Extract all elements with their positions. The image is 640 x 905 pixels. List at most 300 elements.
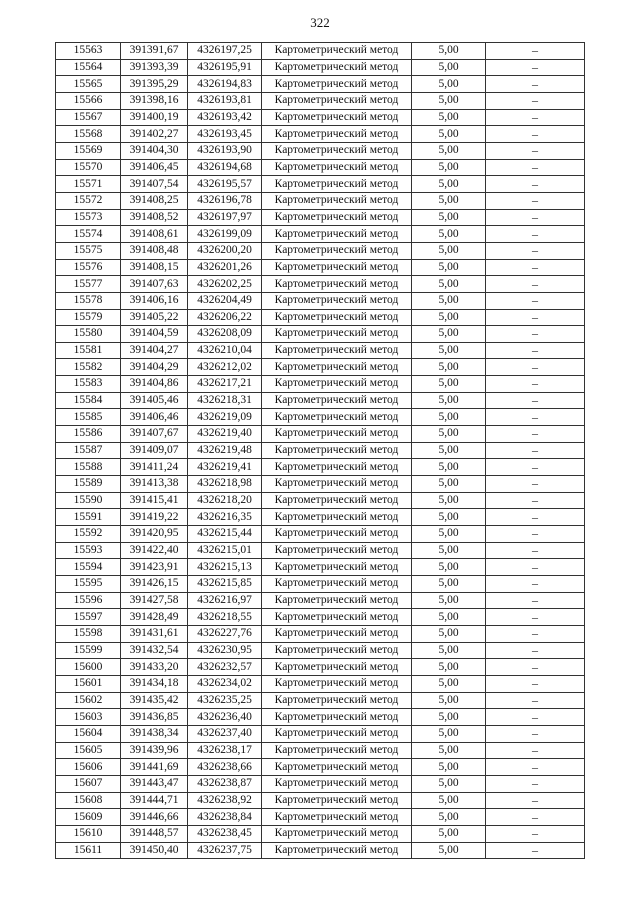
x-coordinate-cell: 391408,15	[121, 259, 188, 276]
method-cell: Картометрический метод	[262, 542, 412, 559]
method-cell: Картометрический метод	[262, 792, 412, 809]
table-row	[56, 775, 585, 792]
method-cell: Картометрический метод	[262, 659, 412, 676]
point-id-cell: 15566	[56, 92, 121, 109]
method-cell: Картометрический метод	[262, 842, 412, 859]
table-row	[56, 209, 585, 226]
y-coordinate-cell: 4326193,42	[188, 109, 262, 126]
method-cell: Картометрический метод	[262, 526, 412, 543]
point-id-cell: 15590	[56, 492, 121, 509]
point-id-cell: 15606	[56, 759, 121, 776]
y-coordinate-cell: 4326218,98	[188, 476, 262, 493]
accuracy-cell: 5,00	[412, 76, 486, 93]
x-coordinate-cell: 391426,15	[121, 576, 188, 593]
accuracy-cell: 5,00	[412, 759, 486, 776]
point-id-cell: 15582	[56, 359, 121, 376]
accuracy-cell: 5,00	[412, 692, 486, 709]
point-id-cell: 15594	[56, 559, 121, 576]
method-cell: Картометрический метод	[262, 76, 412, 93]
method-cell: Картометрический метод	[262, 376, 412, 393]
dash-cell: –	[486, 609, 585, 626]
method-cell: Картометрический метод	[262, 476, 412, 493]
method-cell: Картометрический метод	[262, 142, 412, 159]
dash-cell: –	[486, 326, 585, 343]
dash-cell: –	[486, 426, 585, 443]
dash-cell: –	[486, 809, 585, 826]
table-row	[56, 692, 585, 709]
y-coordinate-cell: 4326199,09	[188, 226, 262, 243]
accuracy-cell: 5,00	[412, 709, 486, 726]
y-coordinate-cell: 4326208,09	[188, 326, 262, 343]
x-coordinate-cell: 391431,61	[121, 625, 188, 642]
dash-cell: –	[486, 725, 585, 742]
table-row	[56, 292, 585, 309]
method-cell: Картометрический метод	[262, 459, 412, 476]
point-id-cell: 15592	[56, 526, 121, 543]
point-id-cell: 15588	[56, 459, 121, 476]
table-row	[56, 242, 585, 259]
accuracy-cell: 5,00	[412, 825, 486, 842]
y-coordinate-cell: 4326212,02	[188, 359, 262, 376]
y-coordinate-cell: 4326200,20	[188, 242, 262, 259]
table-row	[56, 825, 585, 842]
y-coordinate-cell: 4326230,95	[188, 642, 262, 659]
accuracy-cell: 5,00	[412, 59, 486, 76]
accuracy-cell: 5,00	[412, 109, 486, 126]
table-row	[56, 342, 585, 359]
method-cell: Картометрический метод	[262, 642, 412, 659]
y-coordinate-cell: 4326215,44	[188, 526, 262, 543]
y-coordinate-cell: 4326193,81	[188, 92, 262, 109]
y-coordinate-cell: 4326194,83	[188, 76, 262, 93]
point-id-cell: 15571	[56, 176, 121, 193]
x-coordinate-cell: 391419,22	[121, 509, 188, 526]
point-id-cell: 15595	[56, 576, 121, 593]
accuracy-cell: 5,00	[412, 176, 486, 193]
table-row	[56, 409, 585, 426]
dash-cell: –	[486, 842, 585, 859]
y-coordinate-cell: 4326195,57	[188, 176, 262, 193]
point-id-cell: 15578	[56, 292, 121, 309]
dash-cell: –	[486, 276, 585, 293]
accuracy-cell: 5,00	[412, 492, 486, 509]
dash-cell: –	[486, 226, 585, 243]
y-coordinate-cell: 4326235,25	[188, 692, 262, 709]
x-coordinate-cell: 391407,67	[121, 426, 188, 443]
table-row	[56, 576, 585, 593]
x-coordinate-cell: 391404,27	[121, 342, 188, 359]
y-coordinate-cell: 4326232,57	[188, 659, 262, 676]
y-coordinate-cell: 4326238,45	[188, 825, 262, 842]
point-id-cell: 15586	[56, 426, 121, 443]
method-cell: Картометрический метод	[262, 92, 412, 109]
point-id-cell: 15580	[56, 326, 121, 343]
point-id-cell: 15570	[56, 159, 121, 176]
dash-cell: –	[486, 92, 585, 109]
y-coordinate-cell: 4326201,26	[188, 259, 262, 276]
y-coordinate-cell: 4326227,76	[188, 625, 262, 642]
method-cell: Картометрический метод	[262, 725, 412, 742]
table-row	[56, 276, 585, 293]
method-cell: Картометрический метод	[262, 775, 412, 792]
point-id-cell: 15603	[56, 709, 121, 726]
y-coordinate-cell: 4326236,40	[188, 709, 262, 726]
table-row	[56, 326, 585, 343]
dash-cell: –	[486, 625, 585, 642]
method-cell: Картометрический метод	[262, 226, 412, 243]
x-coordinate-cell: 391398,16	[121, 92, 188, 109]
point-id-cell: 15572	[56, 192, 121, 209]
x-coordinate-cell: 391450,40	[121, 842, 188, 859]
method-cell: Картометрический метод	[262, 742, 412, 759]
accuracy-cell: 5,00	[412, 442, 486, 459]
page-number: 322	[310, 15, 330, 30]
point-id-cell: 15574	[56, 226, 121, 243]
dash-cell: –	[486, 759, 585, 776]
x-coordinate-cell: 391436,85	[121, 709, 188, 726]
x-coordinate-cell: 391446,66	[121, 809, 188, 826]
point-id-cell: 15597	[56, 609, 121, 626]
y-coordinate-cell: 4326217,21	[188, 376, 262, 393]
method-cell: Картометрический метод	[262, 342, 412, 359]
x-coordinate-cell: 391406,46	[121, 409, 188, 426]
dash-cell: –	[486, 775, 585, 792]
method-cell: Картометрический метод	[262, 292, 412, 309]
method-cell: Картометрический метод	[262, 242, 412, 259]
y-coordinate-cell: 4326202,25	[188, 276, 262, 293]
dash-cell: –	[486, 576, 585, 593]
x-coordinate-cell: 391435,42	[121, 692, 188, 709]
point-id-cell: 15611	[56, 842, 121, 859]
accuracy-cell: 5,00	[412, 592, 486, 609]
y-coordinate-cell: 4326216,35	[188, 509, 262, 526]
accuracy-cell: 5,00	[412, 409, 486, 426]
dash-cell: –	[486, 526, 585, 543]
method-cell: Картометрический метод	[262, 609, 412, 626]
table-row	[56, 126, 585, 143]
method-cell: Картометрический метод	[262, 409, 412, 426]
dash-cell: –	[486, 825, 585, 842]
point-id-cell: 15604	[56, 725, 121, 742]
table-row	[56, 392, 585, 409]
dash-cell: –	[486, 542, 585, 559]
point-id-cell: 15567	[56, 109, 121, 126]
accuracy-cell: 5,00	[412, 359, 486, 376]
y-coordinate-cell: 4326196,78	[188, 192, 262, 209]
dash-cell: –	[486, 376, 585, 393]
method-cell: Картометрический метод	[262, 576, 412, 593]
y-coordinate-cell: 4326215,85	[188, 576, 262, 593]
point-id-cell: 15579	[56, 309, 121, 326]
dash-cell: –	[486, 109, 585, 126]
x-coordinate-cell: 391393,39	[121, 59, 188, 76]
accuracy-cell: 5,00	[412, 559, 486, 576]
x-coordinate-cell: 391443,47	[121, 775, 188, 792]
point-id-cell: 15564	[56, 59, 121, 76]
y-coordinate-cell: 4326219,48	[188, 442, 262, 459]
accuracy-cell: 5,00	[412, 526, 486, 543]
table-row	[56, 76, 585, 93]
y-coordinate-cell: 4326206,22	[188, 309, 262, 326]
accuracy-cell: 5,00	[412, 92, 486, 109]
table-row	[56, 92, 585, 109]
accuracy-cell: 5,00	[412, 209, 486, 226]
dash-cell: –	[486, 392, 585, 409]
point-id-cell: 15568	[56, 126, 121, 143]
method-cell: Картометрический метод	[262, 759, 412, 776]
method-cell: Картометрический метод	[262, 825, 412, 842]
method-cell: Картометрический метод	[262, 625, 412, 642]
table-row	[56, 476, 585, 493]
point-id-cell: 15565	[56, 76, 121, 93]
dash-cell: –	[486, 592, 585, 609]
dash-cell: –	[486, 559, 585, 576]
point-id-cell: 15576	[56, 259, 121, 276]
accuracy-cell: 5,00	[412, 625, 486, 642]
x-coordinate-cell: 391439,96	[121, 742, 188, 759]
dash-cell: –	[486, 742, 585, 759]
table-row	[56, 259, 585, 276]
method-cell: Картометрический метод	[262, 276, 412, 293]
x-coordinate-cell: 391434,18	[121, 675, 188, 692]
y-coordinate-cell: 4326215,01	[188, 542, 262, 559]
coordinates-table	[55, 42, 585, 859]
x-coordinate-cell: 391405,46	[121, 392, 188, 409]
point-id-cell: 15596	[56, 592, 121, 609]
method-cell: Картометрический метод	[262, 192, 412, 209]
point-id-cell: 15581	[56, 342, 121, 359]
y-coordinate-cell: 4326238,66	[188, 759, 262, 776]
dash-cell: –	[486, 342, 585, 359]
x-coordinate-cell: 391433,20	[121, 659, 188, 676]
accuracy-cell: 5,00	[412, 192, 486, 209]
dash-cell: –	[486, 292, 585, 309]
point-id-cell: 15602	[56, 692, 121, 709]
method-cell: Картометрический метод	[262, 492, 412, 509]
x-coordinate-cell: 391408,52	[121, 209, 188, 226]
method-cell: Картометрический метод	[262, 392, 412, 409]
x-coordinate-cell: 391422,40	[121, 542, 188, 559]
accuracy-cell: 5,00	[412, 459, 486, 476]
table-row	[56, 59, 585, 76]
x-coordinate-cell: 391432,54	[121, 642, 188, 659]
x-coordinate-cell: 391411,24	[121, 459, 188, 476]
method-cell: Картометрический метод	[262, 675, 412, 692]
x-coordinate-cell: 391391,67	[121, 43, 188, 60]
x-coordinate-cell: 391408,48	[121, 242, 188, 259]
point-id-cell: 15599	[56, 642, 121, 659]
table-row	[56, 842, 585, 859]
point-id-cell: 15601	[56, 675, 121, 692]
method-cell: Картометрический метод	[262, 709, 412, 726]
point-id-cell: 15585	[56, 409, 121, 426]
accuracy-cell: 5,00	[412, 426, 486, 443]
dash-cell: –	[486, 43, 585, 60]
dash-cell: –	[486, 176, 585, 193]
accuracy-cell: 5,00	[412, 43, 486, 60]
point-id-cell: 15575	[56, 242, 121, 259]
point-id-cell: 15573	[56, 209, 121, 226]
point-id-cell: 15569	[56, 142, 121, 159]
y-coordinate-cell: 4326216,97	[188, 592, 262, 609]
x-coordinate-cell: 391413,38	[121, 476, 188, 493]
x-coordinate-cell: 391407,63	[121, 276, 188, 293]
point-id-cell: 15587	[56, 442, 121, 459]
y-coordinate-cell: 4326219,09	[188, 409, 262, 426]
accuracy-cell: 5,00	[412, 576, 486, 593]
table-row	[56, 376, 585, 393]
accuracy-cell: 5,00	[412, 276, 486, 293]
dash-cell: –	[486, 142, 585, 159]
accuracy-cell: 5,00	[412, 742, 486, 759]
table-row	[56, 659, 585, 676]
accuracy-cell: 5,00	[412, 642, 486, 659]
table-row	[56, 625, 585, 642]
dash-cell: –	[486, 692, 585, 709]
y-coordinate-cell: 4326218,55	[188, 609, 262, 626]
accuracy-cell: 5,00	[412, 775, 486, 792]
table-row	[56, 759, 585, 776]
accuracy-cell: 5,00	[412, 226, 486, 243]
x-coordinate-cell: 391402,27	[121, 126, 188, 143]
dash-cell: –	[486, 442, 585, 459]
table-row	[56, 609, 585, 626]
y-coordinate-cell: 4326237,75	[188, 842, 262, 859]
x-coordinate-cell: 391406,45	[121, 159, 188, 176]
x-coordinate-cell: 391408,61	[121, 226, 188, 243]
point-id-cell: 15610	[56, 825, 121, 842]
x-coordinate-cell: 391404,29	[121, 359, 188, 376]
y-coordinate-cell: 4326197,97	[188, 209, 262, 226]
accuracy-cell: 5,00	[412, 126, 486, 143]
y-coordinate-cell: 4326237,40	[188, 725, 262, 742]
method-cell: Картометрический метод	[262, 559, 412, 576]
table-row	[56, 742, 585, 759]
accuracy-cell: 5,00	[412, 159, 486, 176]
accuracy-cell: 5,00	[412, 242, 486, 259]
x-coordinate-cell: 391438,34	[121, 725, 188, 742]
dash-cell: –	[486, 509, 585, 526]
x-coordinate-cell: 391400,19	[121, 109, 188, 126]
x-coordinate-cell: 391408,25	[121, 192, 188, 209]
table-row	[56, 192, 585, 209]
dash-cell: –	[486, 659, 585, 676]
dash-cell: –	[486, 492, 585, 509]
y-coordinate-cell: 4326197,25	[188, 43, 262, 60]
y-coordinate-cell: 4326210,04	[188, 342, 262, 359]
accuracy-cell: 5,00	[412, 809, 486, 826]
method-cell: Картометрический метод	[262, 809, 412, 826]
method-cell: Картометрический метод	[262, 692, 412, 709]
accuracy-cell: 5,00	[412, 476, 486, 493]
y-coordinate-cell: 4326238,87	[188, 775, 262, 792]
method-cell: Картометрический метод	[262, 43, 412, 60]
x-coordinate-cell: 391428,49	[121, 609, 188, 626]
table-row	[56, 459, 585, 476]
x-coordinate-cell: 391420,95	[121, 526, 188, 543]
point-id-cell: 15605	[56, 742, 121, 759]
method-cell: Картометрический метод	[262, 309, 412, 326]
y-coordinate-cell: 4326219,41	[188, 459, 262, 476]
table-row	[56, 176, 585, 193]
dash-cell: –	[486, 476, 585, 493]
table-row	[56, 426, 585, 443]
table-row	[56, 675, 585, 692]
y-coordinate-cell: 4326238,92	[188, 792, 262, 809]
accuracy-cell: 5,00	[412, 542, 486, 559]
dash-cell: –	[486, 409, 585, 426]
accuracy-cell: 5,00	[412, 376, 486, 393]
x-coordinate-cell: 391415,41	[121, 492, 188, 509]
accuracy-cell: 5,00	[412, 842, 486, 859]
accuracy-cell: 5,00	[412, 292, 486, 309]
x-coordinate-cell: 391423,91	[121, 559, 188, 576]
table-row	[56, 309, 585, 326]
method-cell: Картометрический метод	[262, 176, 412, 193]
accuracy-cell: 5,00	[412, 659, 486, 676]
x-coordinate-cell: 391407,54	[121, 176, 188, 193]
dash-cell: –	[486, 192, 585, 209]
y-coordinate-cell: 4326218,31	[188, 392, 262, 409]
table-row	[56, 709, 585, 726]
point-id-cell: 15607	[56, 775, 121, 792]
dash-cell: –	[486, 242, 585, 259]
y-coordinate-cell: 4326193,90	[188, 142, 262, 159]
method-cell: Картометрический метод	[262, 442, 412, 459]
table-row	[56, 142, 585, 159]
y-coordinate-cell: 4326238,17	[188, 742, 262, 759]
y-coordinate-cell: 4326194,68	[188, 159, 262, 176]
dash-cell: –	[486, 792, 585, 809]
accuracy-cell: 5,00	[412, 609, 486, 626]
table-row	[56, 359, 585, 376]
point-id-cell: 15609	[56, 809, 121, 826]
y-coordinate-cell: 4326218,20	[188, 492, 262, 509]
x-coordinate-cell: 391406,16	[121, 292, 188, 309]
accuracy-cell: 5,00	[412, 326, 486, 343]
y-coordinate-cell: 4326238,84	[188, 809, 262, 826]
point-id-cell: 15584	[56, 392, 121, 409]
method-cell: Картометрический метод	[262, 592, 412, 609]
y-coordinate-cell: 4326195,91	[188, 59, 262, 76]
method-cell: Картометрический метод	[262, 59, 412, 76]
point-id-cell: 15563	[56, 43, 121, 60]
table-row	[56, 642, 585, 659]
table-row	[56, 109, 585, 126]
point-id-cell: 15600	[56, 659, 121, 676]
table-row	[56, 159, 585, 176]
y-coordinate-cell: 4326234,02	[188, 675, 262, 692]
x-coordinate-cell: 391427,58	[121, 592, 188, 609]
point-id-cell: 15583	[56, 376, 121, 393]
point-id-cell: 15598	[56, 625, 121, 642]
table-row	[56, 442, 585, 459]
point-id-cell: 15589	[56, 476, 121, 493]
x-coordinate-cell: 391448,57	[121, 825, 188, 842]
accuracy-cell: 5,00	[412, 309, 486, 326]
dash-cell: –	[486, 126, 585, 143]
point-id-cell: 15608	[56, 792, 121, 809]
dash-cell: –	[486, 709, 585, 726]
table-row	[56, 809, 585, 826]
accuracy-cell: 5,00	[412, 509, 486, 526]
method-cell: Картометрический метод	[262, 509, 412, 526]
y-coordinate-cell: 4326204,49	[188, 292, 262, 309]
dash-cell: –	[486, 59, 585, 76]
x-coordinate-cell: 391409,07	[121, 442, 188, 459]
x-coordinate-cell: 391405,22	[121, 309, 188, 326]
point-id-cell: 15591	[56, 509, 121, 526]
